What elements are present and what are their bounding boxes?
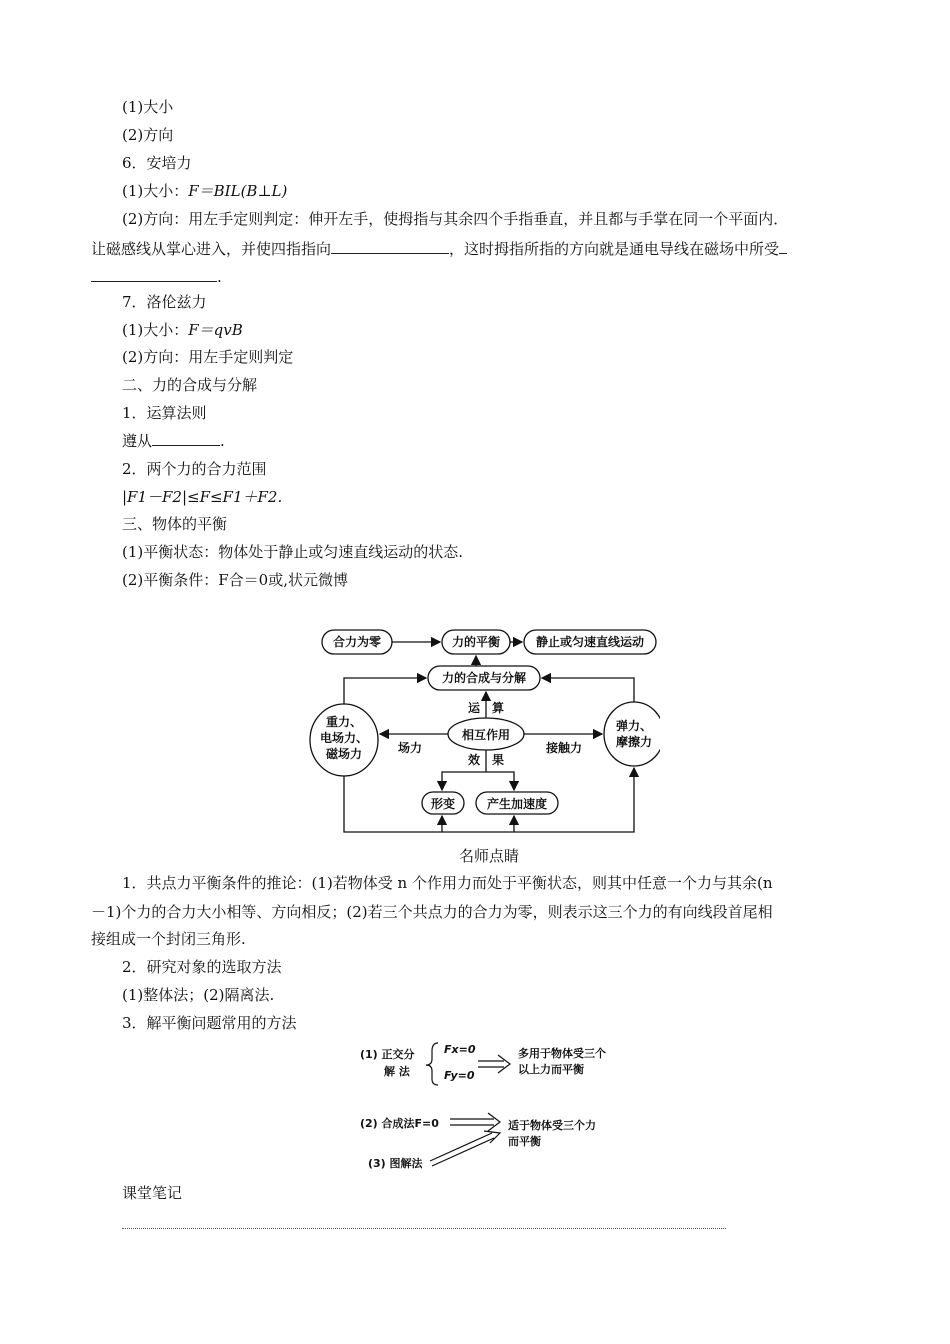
line-selection-methods: (1)整体法；(2)隔离法.	[122, 986, 275, 1004]
node-contact-forces	[604, 702, 660, 766]
edge-calc-1: 运	[467, 701, 481, 715]
heading-lorentz-force: 7．洛伦兹力	[122, 293, 207, 311]
section-equilibrium: 三、物体的平衡	[122, 515, 228, 533]
period-2: .	[220, 432, 225, 450]
label-zero: 合力为零	[332, 635, 382, 649]
fx-eq: Fx=0	[444, 1043, 476, 1056]
blank-2a	[779, 239, 787, 254]
label-contact-1: 弹力、	[615, 719, 653, 733]
blank-1	[331, 239, 449, 254]
label-field-3: 磁场力	[325, 747, 363, 761]
label-balance: 力的平衡	[451, 635, 501, 649]
line-ampere-size	[122, 180, 287, 202]
arrow-left-compose	[344, 678, 426, 704]
method-2: (2) 合成法F=0	[360, 1117, 439, 1130]
line-range-formula	[122, 486, 282, 508]
line-equilibrium-condition	[122, 569, 348, 591]
blank-2b	[91, 267, 217, 282]
label-field-2: 电场力、	[319, 731, 369, 745]
arrow-to-deform	[442, 772, 486, 790]
label-field-1: 重力、	[325, 715, 363, 729]
double-arrow-1-icon	[478, 1055, 510, 1073]
heading-selection: 2．研究对象的选取方法	[122, 958, 282, 976]
section-composition: 二、力的合成与分解	[122, 376, 258, 394]
arrow-right-compose	[542, 678, 634, 702]
heading-range: 2．两个力的合力范围	[122, 460, 267, 478]
condition-formula: F合＝0或,状元微博	[218, 571, 348, 589]
line-direction-1: (2)方向	[122, 126, 174, 144]
ampere-direction-text-a: 让磁感线从掌心进入，并使四指指向	[91, 240, 332, 258]
label-state: 静止或匀速直线运动	[535, 635, 645, 649]
para-inference-2: －1)个力的合力大小相等、方向相反；(2)若三个共点力的合力为零，则表示这三个力的有向线段首尾相	[91, 903, 773, 921]
fy-eq: Fy=0	[444, 1069, 475, 1082]
rule-label: 遵从	[122, 432, 153, 450]
method-2-result-2: 而平衡	[508, 1135, 541, 1148]
edge-calc-2: 算	[491, 701, 505, 715]
line-ampere-blank	[91, 266, 222, 288]
double-arrow-3-icon	[430, 1131, 500, 1166]
line-size-1: (1)大小	[122, 98, 174, 116]
concept-diagram	[300, 622, 660, 838]
method-3: (3) 图解法	[368, 1157, 423, 1170]
arrow-to-accel	[486, 772, 514, 790]
condition-label: (2)平衡条件：	[122, 571, 219, 589]
lorentz-formula: F＝qvB	[188, 321, 243, 339]
heading-rule: 1．运算法则	[122, 404, 207, 422]
heading-ampere-force: 6．安培力	[122, 154, 192, 172]
para-inference-3: 接组成一个封闭三角形.	[91, 930, 246, 948]
label-center: 相互作用	[461, 728, 511, 742]
ampere-size-label: (1)大小：	[122, 182, 189, 200]
line-equilibrium-state: (1)平衡状态：物体处于静止或匀速直线运动的状态.	[122, 543, 464, 561]
notes-heading: 课堂笔记	[122, 1184, 183, 1202]
line-lorentz-direction: (2)方向：用左手定则判定	[122, 348, 294, 366]
method-2-result-1: 适于物体受三个力	[508, 1119, 596, 1132]
edge-effect-1: 效	[467, 753, 481, 767]
method-1-result-1: 多用于物体受三个	[518, 1047, 606, 1060]
ampere-direction-text-b: ，这时拇指所指的方向就是通电导线在磁场中所受	[449, 240, 780, 258]
para-inference-1: 1．共点力平衡条件的推论：(1)若物体受 n 个作用力而处于平衡状态，则其中任意一个力与其余(n	[122, 874, 773, 892]
method-1a: (1) 正交分	[360, 1048, 415, 1061]
blank-3	[152, 431, 220, 446]
line-lorentz-size	[122, 319, 243, 341]
edge-contact: 接触力	[545, 741, 583, 755]
label-deform: 形变	[430, 797, 456, 811]
line-rule-blank	[122, 430, 225, 452]
line-ampere-direction: (2)方向：用左手定则判定：伸开左手，使拇指与其余四个手指垂直，并且都与手掌在同一个平面内．	[122, 210, 789, 228]
diagram-caption: 名师点睛	[459, 847, 520, 865]
label-contact-2: 摩擦力	[615, 735, 653, 749]
line-ampere-direction-cont	[91, 238, 787, 260]
method-1b: 解 法	[384, 1065, 410, 1078]
double-arrow-2-icon	[450, 1113, 500, 1131]
label-accel: 产生加速度	[486, 797, 548, 811]
lorentz-size-label: (1)大小：	[122, 321, 189, 339]
label-compose: 力的合成与分解	[441, 671, 527, 685]
range-formula: |F1－F2|≤F≤F1＋F2.	[122, 488, 283, 506]
brace-icon	[426, 1043, 438, 1085]
edge-effect-2: 果	[491, 753, 505, 767]
method-1-result-2: 以上力而平衡	[518, 1063, 584, 1076]
ampere-formula: F＝BIL(B⊥L)	[188, 182, 288, 200]
heading-solve-methods: 3．解平衡问题常用的方法	[122, 1014, 297, 1032]
edge-field: 场力	[397, 741, 423, 755]
methods-diagram	[360, 1035, 640, 1175]
period-1: .	[217, 268, 222, 286]
notes-dotted-line	[122, 1228, 726, 1229]
